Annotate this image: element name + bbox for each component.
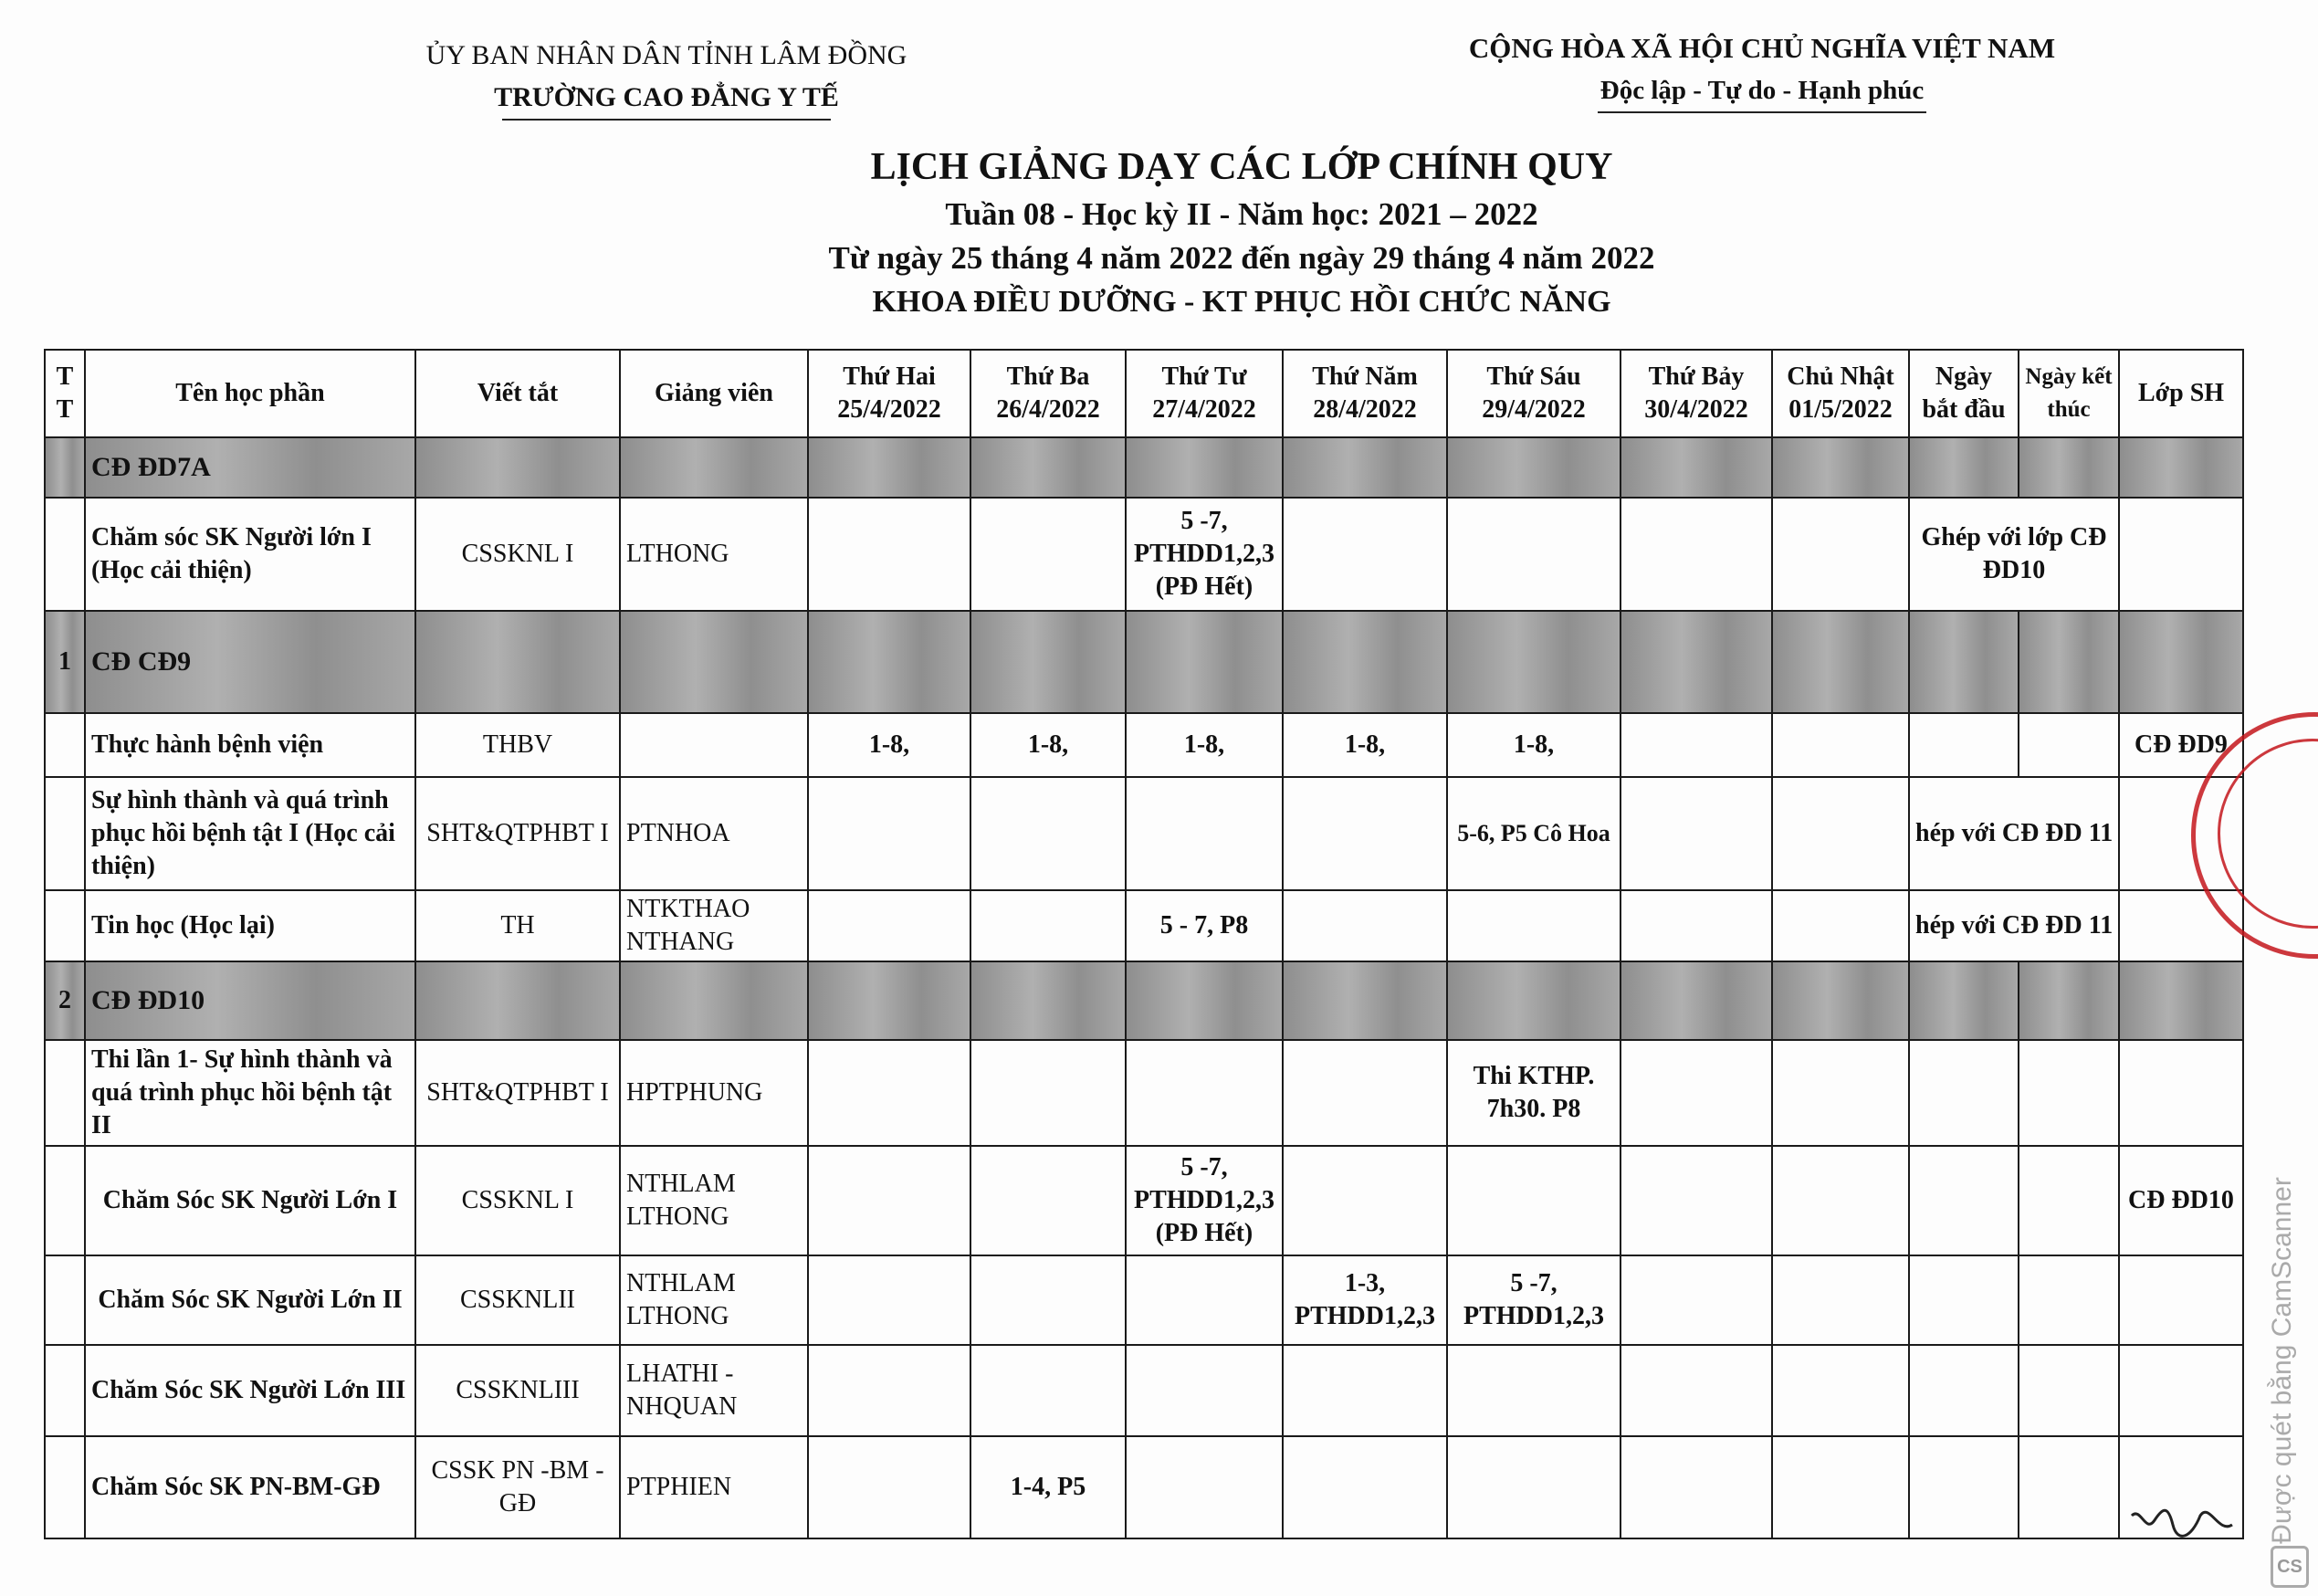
- issuer-line1: ỦY BAN NHÂN DÂN TỈNH LÂM ĐỒNG: [425, 40, 907, 70]
- motto-rule: [1598, 111, 1926, 113]
- document-title: [566, 142, 1917, 324]
- table-row: [45, 1345, 2243, 1436]
- abbr-cell: CSSKNLIII: [415, 1345, 620, 1436]
- lecturer-cell: PTPHIEN: [620, 1436, 808, 1538]
- table-row: [45, 1436, 2243, 1538]
- signature-icon: [2127, 1497, 2237, 1552]
- col-tue: Thứ Ba 26/4/2022: [970, 350, 1126, 437]
- stamp-inner-ring: [2218, 739, 2318, 929]
- fri-cell: Thi KTHP. 7h30. P8: [1447, 1040, 1621, 1146]
- title-range: Từ ngày 25 tháng 4 năm 2022 đến ngày 29 tháng 4 năm 2022: [828, 240, 1655, 276]
- subject-cell: Chăm sóc SK Người lớn I (Học cải thiện): [85, 498, 415, 611]
- subject-cell: Thực hành bệnh viện: [85, 713, 415, 777]
- subject-cell: Tin học (Học lại): [85, 890, 415, 961]
- abbr-cell: CSSKNL I: [415, 498, 620, 611]
- lecturer-cell: LTHONG: [620, 498, 808, 611]
- group-row: [45, 611, 2243, 713]
- col-start: Ngày bắt đầu: [1909, 350, 2019, 437]
- subject-cell: Chăm Sóc SK Người Lớn III: [85, 1345, 415, 1436]
- national-header: [1442, 27, 2082, 113]
- issuer-line2: TRƯỜNG CAO ĐẲNG Y TẾ: [494, 82, 839, 112]
- wed-cell: 5 -7, PTHDD1,2,3 (PĐ Hết): [1126, 498, 1283, 611]
- fri-cell: 5-6, P5 Cô Hoa: [1447, 777, 1621, 890]
- note-cell: [1909, 890, 2119, 961]
- lecturer-cell: NTKTHAO NTHANG: [620, 890, 808, 961]
- col-sat: Thứ Bảy 30/4/2022: [1621, 350, 1772, 437]
- national-line1: CỘNG HÒA XÃ HỘI CHỦ NGHĨA VIỆT NAM: [1468, 32, 2056, 64]
- note-cell: [1909, 498, 2119, 611]
- abbr-cell: CSSKNLII: [415, 1255, 620, 1345]
- title-faculty: KHOA ĐIỀU DƯỠNG - KT PHỤC HỒI CHỨC NĂNG: [872, 285, 1611, 319]
- scanner-text: Được quét bằng CamScanner: [2267, 1177, 2297, 1544]
- col-lecturer: Giảng viên: [620, 350, 808, 437]
- header-rule: [502, 119, 831, 121]
- wed-cell: 1-8,: [1126, 713, 1283, 777]
- group-name: CĐ ĐD7A: [85, 437, 415, 498]
- subject-cell: Chăm Sóc SK Người Lớn II: [85, 1255, 415, 1345]
- table-row: [45, 1255, 2243, 1345]
- col-end: Ngày kết thúc: [2019, 350, 2119, 437]
- abbr-cell: CSSKNL I: [415, 1146, 620, 1255]
- subject-cell: Chăm Sóc SK Người Lớn I: [85, 1146, 415, 1255]
- tue-cell: 1-8,: [970, 713, 1126, 777]
- group-number: 2: [45, 961, 85, 1040]
- group-name: CĐ ĐD10: [85, 961, 415, 1040]
- lecturer-cell: LHATHI - NHQUAN: [620, 1345, 808, 1436]
- group-number: 1: [45, 611, 85, 713]
- group-row: [45, 437, 2243, 498]
- note-text: hép với CĐ ĐD 11: [1915, 819, 2113, 847]
- table-row: [45, 498, 2243, 611]
- table-row: [45, 1040, 2243, 1146]
- note-cell: [1909, 777, 2119, 890]
- abbr-cell: SHT&QTPHBT I: [415, 1040, 620, 1146]
- group-name: CĐ CĐ9: [85, 611, 415, 713]
- note-text: Ghép với lớp CĐ ĐD10: [1921, 523, 2107, 584]
- lecturer-cell: NTHLAM LTHONG: [620, 1255, 808, 1345]
- title-main: LỊCH GIẢNG DẠY CÁC LỚP CHÍNH QUY: [870, 146, 1613, 188]
- group-number: [45, 437, 85, 498]
- title-week: Tuần 08 - Học kỳ II - Năm học: 2021 – 2022: [945, 196, 1538, 232]
- table-row: [45, 713, 2243, 777]
- thu-cell: 1-3, PTHDD1,2,3: [1283, 1255, 1447, 1345]
- abbr-cell: TH: [415, 890, 620, 961]
- class-cell: CĐ ĐD10: [2119, 1146, 2243, 1255]
- fri-cell: 1-8,: [1447, 713, 1621, 777]
- col-abbr: Viết tắt: [415, 350, 620, 437]
- issuer-header: [383, 35, 949, 121]
- table-row: [45, 1146, 2243, 1255]
- col-thu: Thứ Năm 28/4/2022: [1283, 350, 1447, 437]
- col-mon: Thứ Hai 25/4/2022: [808, 350, 970, 437]
- col-tt: T T: [45, 350, 85, 437]
- table-row: [45, 777, 2243, 890]
- mon-cell: 1-8,: [808, 713, 970, 777]
- lecturer-cell: HPTPHUNG: [620, 1040, 808, 1146]
- note-text: hép với CĐ ĐD 11: [1915, 911, 2113, 940]
- col-fri: Thứ Sáu 29/4/2022: [1447, 350, 1621, 437]
- camscanner-logo-icon: CS: [2271, 1546, 2309, 1588]
- class-cell: CĐ ĐD9: [2119, 713, 2243, 777]
- table-row: [45, 890, 2243, 961]
- lecturer-cell: NTHLAM LTHONG: [620, 1146, 808, 1255]
- abbr-cell: CSSK PN -BM - GĐ: [415, 1436, 620, 1538]
- header-row: [45, 350, 2243, 437]
- schedule-table: [44, 349, 2244, 1539]
- national-motto: Độc lập - Tự do - Hạnh phúc: [1600, 76, 1925, 105]
- scanner-watermark: [2255, 1132, 2310, 1589]
- subject-cell: Thi lần 1- Sự hình thành và quá trình phục hồi bệnh tật II: [85, 1040, 415, 1146]
- thu-cell: 1-8,: [1283, 713, 1447, 777]
- group-row: [45, 961, 2243, 1040]
- col-sun: Chủ Nhật 01/5/2022: [1772, 350, 1909, 437]
- col-subject: Tên học phần: [85, 350, 415, 437]
- wed-cell: 5 - 7, P8: [1126, 890, 1283, 961]
- col-wed: Thứ Tư 27/4/2022: [1126, 350, 1283, 437]
- col-class: Lớp SH: [2119, 350, 2243, 437]
- abbr-cell: THBV: [415, 713, 620, 777]
- lecturer-cell: PTNHOA: [620, 777, 808, 890]
- abbr-cell: SHT&QTPHBT I: [415, 777, 620, 890]
- wed-cell: 5 -7, PTHDD1,2,3 (PĐ Hết): [1126, 1146, 1283, 1255]
- tue-cell: 1-4, P5: [970, 1436, 1126, 1538]
- fri-cell: 5 -7, PTHDD1,2,3: [1447, 1255, 1621, 1345]
- lecturer-cell: [620, 713, 808, 777]
- subject-cell: Sự hình thành và quá trình phục hồi bệnh tật I (Học cải thiện): [85, 777, 415, 890]
- subject-cell: Chăm Sóc SK PN-BM-GĐ: [85, 1436, 415, 1538]
